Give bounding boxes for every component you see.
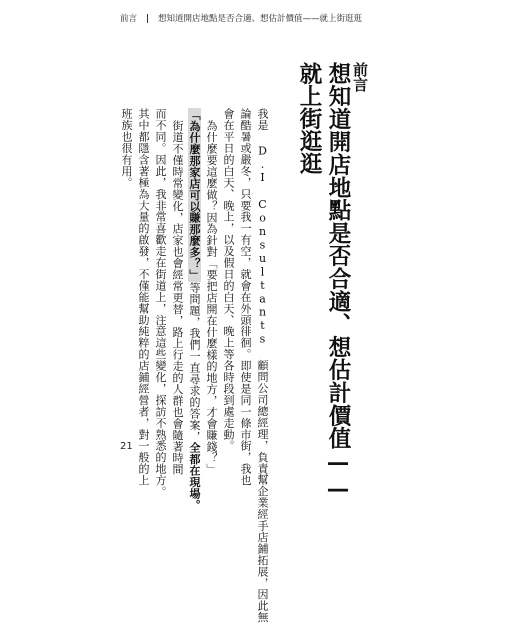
highlighted-question: 「為什麼那家店可以賺那麼多？」 <box>188 109 201 281</box>
body-line-8: 其中都隱含著極為大量的啟發，不僅能幫助純粹的店鋪經營者，對一般的上 <box>137 108 150 486</box>
body-line-7: 而不同。因此，我非常喜歡走在街道上，注意這些變化，探訪不熟悉的地方。 <box>154 108 167 498</box>
chapter-eyebrow: 前言 <box>351 62 369 92</box>
header-running-title: 想知道開店地點是否合適、想估計價值——就上街逛逛 <box>158 14 363 24</box>
header-divider <box>147 14 148 23</box>
body-line-4: 為什麼要這麼做？因為針對「要把店開在什麼樣的地方，才會賺錢？」 <box>205 120 218 475</box>
running-header <box>120 12 420 24</box>
page-number: 21 <box>120 441 133 452</box>
body-line-9: 班族也很有用。 <box>120 108 133 189</box>
body-line-6: 街道不僅時常變化，店家也會經常更替，路上行走的人群也會隨著時間 <box>171 120 184 475</box>
body-line-1: 我是 D.I Consultants 顧問公司總經理，負責幫企業經手店鋪拓展，因此無 <box>256 108 269 623</box>
emphasis-on-site: 全都在現場。 <box>188 442 201 511</box>
chapter-title-line-2: 就上街逛逛 <box>296 62 322 175</box>
body-line-5-text: 等問題，我們一直尋求的答案， <box>188 281 201 443</box>
chapter-title-line-1: 想知道開店地點是否合適、想估計價值—— <box>325 62 351 503</box>
body-line-2: 論酷暑或嚴冬，只要我一有空，就會在外頭徘徊。即使是同一條市街，我也 <box>239 108 252 486</box>
body-line-5 <box>186 108 202 511</box>
body-line-3: 會在平日的白天、晚上，以及假日的白天、晚上等各時段到處走動。 <box>222 108 235 452</box>
header-chapter: 前言 <box>120 14 138 24</box>
